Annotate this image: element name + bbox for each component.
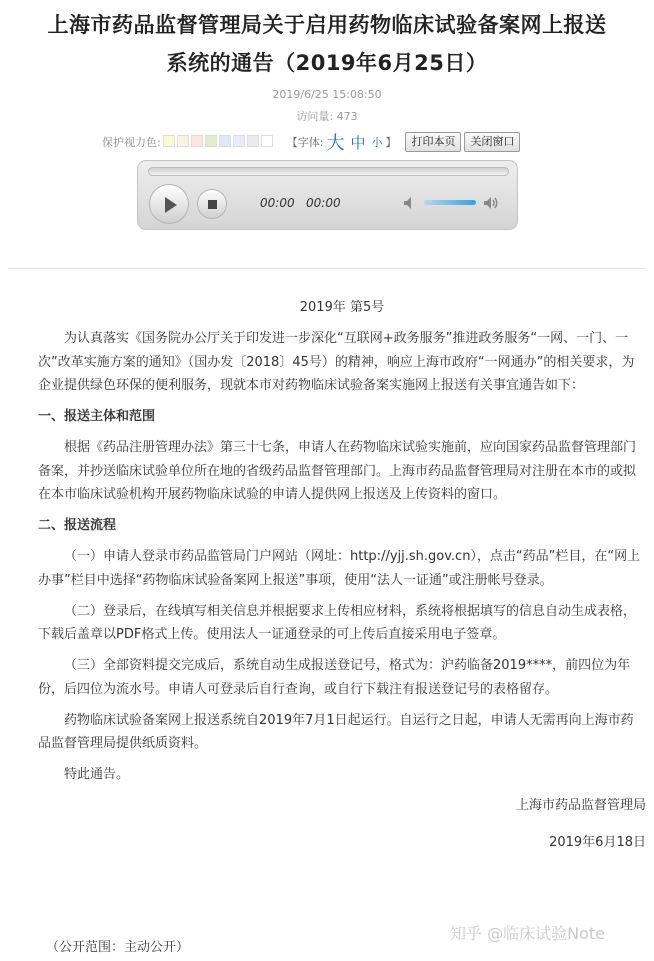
section-1-paragraph: 根据《药品注册管理办法》第三十七条，申请人在药物临床试验实施前，应向国家药品监督管理部门备案，并抄送临床试验单位所在地的省级药品监督管理部门。上海市药品监督管理局对注册在本市的或拟在本市临床试验机构开展药物临床试验的申请人提供网上报送及上传资料的窗口。 — [38, 440, 637, 502]
color-swatch-2[interactable] — [177, 135, 189, 147]
duration-time: 00:00 — [306, 196, 341, 210]
title-line-1: 上海市药品监督管理局关于启用药物临床试验备案网上报送 — [47, 13, 607, 37]
print-button[interactable]: 打印本页 — [405, 132, 461, 152]
issue-date: 2019年6月18日 — [549, 834, 646, 850]
reading-toolbar — [102, 132, 520, 152]
view-count-number: 473 — [336, 110, 358, 123]
step-1-paragraph: （一）申请人登录市药品监管局门户网站（网址：http://yjj.sh.gov.cn），点击“药品”栏目，在“网上办事”栏目中选择“药物临床试验备案网上报送”事项，使用“法人一证通”或注册帐号登录。 — [38, 549, 641, 588]
color-swatch-8[interactable] — [261, 135, 273, 147]
issue-number: 2019年 第5号 — [299, 300, 385, 315]
view-count — [0, 108, 654, 124]
title-line-2: 系统的通告（2019年6月25日） — [166, 51, 488, 75]
color-swatch-6[interactable] — [233, 135, 245, 147]
disclosure-scope: （公开范围：主动公开） — [46, 940, 190, 955]
view-count-label: 访问量: — [296, 110, 334, 123]
current-time: 00:00 — [260, 196, 295, 210]
font-size-bracket: 】 — [385, 136, 397, 149]
play-icon[interactable] — [149, 184, 189, 224]
volume-low-icon[interactable] — [402, 195, 418, 211]
color-swatch-3[interactable] — [191, 135, 203, 147]
eye-protect-label: 保护视力色: — [102, 136, 161, 149]
article-title — [0, 6, 654, 82]
stop-icon[interactable] — [197, 189, 227, 219]
article-body — [38, 296, 646, 862]
font-size-medium[interactable]: 中 — [350, 133, 366, 152]
closing-line: 特此通告。 — [64, 767, 130, 782]
font-size-large[interactable]: 大 — [326, 133, 345, 154]
watermark: 知乎 @临床试验Note — [450, 924, 605, 943]
color-swatch-4[interactable] — [205, 135, 217, 147]
publish-datetime: 2019/6/25 15:08:50 — [272, 88, 382, 101]
color-swatch-5[interactable] — [219, 135, 231, 147]
progress-track[interactable] — [148, 167, 509, 176]
header-divider — [8, 268, 646, 269]
section-heading-2: 二、报送流程 — [38, 518, 117, 533]
font-size-small[interactable]: 小 — [371, 136, 383, 149]
color-swatches — [163, 135, 275, 150]
section-heading-1: 一、报送主体和范围 — [38, 409, 156, 424]
color-swatch-1[interactable] — [163, 135, 175, 147]
volume-high-icon[interactable] — [482, 194, 500, 212]
close-window-button[interactable]: 关闭窗口 — [464, 132, 520, 152]
operation-paragraph: 药物临床试验备案网上报送系统自2019年7月1日起运行。自运行之日起，申请人无需再向上海市药品监督管理局提供纸质资料。 — [38, 712, 634, 751]
step-2-paragraph: （二）登录后，在线填写相关信息并根据要求上传相应材料，系统将根据填写的信息自动生成表格，下载后盖章以PDF格式上传。使用法人一证通登录的可上传后直接采用电子签章。 — [38, 603, 637, 642]
volume-slider[interactable] — [424, 200, 476, 205]
step-3-paragraph: （三）全部资料提交完成后，系统自动生成报送登记号，格式为：沪药临备2019****，前四位为年份，后四位为流水号。申请人可登录后自行查询，或自行下载注有报送登记号的表格留存。 — [38, 658, 631, 697]
issuer: 上海市药品监督管理局 — [515, 798, 646, 813]
audio-player — [137, 160, 518, 230]
color-swatch-7[interactable] — [247, 135, 259, 147]
font-size-label: 【字体: — [286, 136, 324, 149]
intro-paragraph: 为认真落实《国务院办公厅关于印发进一步深化“互联网+政务服务”推进政务服务“一网、一门、一次”改革实施方案的通知》（国办发〔2018〕45号）的精神，响应上海市政府“一网通办”的相关要求，为企业提供绿色环保的便利服务，现就本市对药物临床试验备案实施网上报送有关事宜通告如下： — [38, 331, 635, 393]
